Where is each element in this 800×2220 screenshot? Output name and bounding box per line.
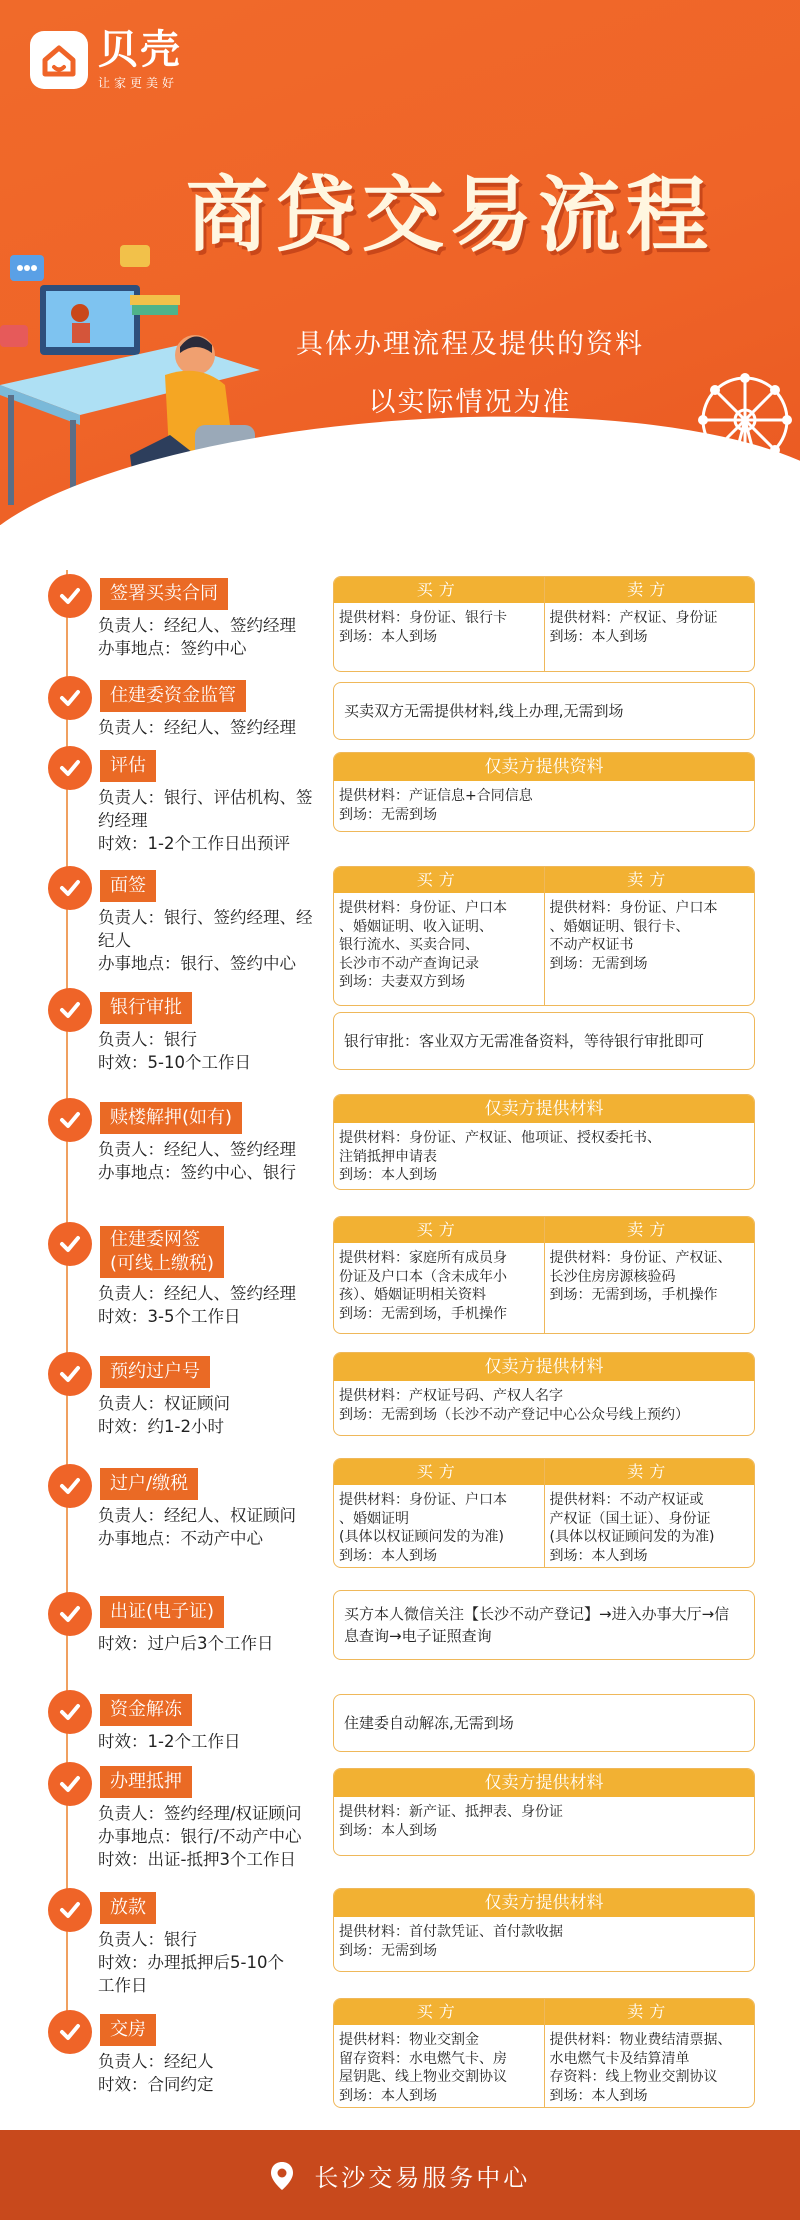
materials-box: [333, 1216, 755, 1334]
buyer-column: 买方 提供材料：家庭所有成员身 份证及户口本（含未成年小 孩）、婚姻证明相关资料 到场：无需到场，手机操作: [334, 1217, 544, 1333]
check-icon: [48, 2010, 92, 2054]
step-title: 住建委网签 (可线上缴税): [100, 1226, 224, 1278]
check-icon: [48, 1222, 92, 1266]
step-info: 负责人：签约经理/权证顾问 办事地点：银行/不动产中心 时效：出证-抵押3个工作日: [98, 1804, 302, 1869]
check-icon: [48, 676, 92, 720]
brand-logo[interactable]: [30, 28, 182, 91]
buyer-column: 买方 提供材料：身份证、户口本 、婚姻证明 (具体以权证顾问发的为准) 到场：本人到场: [334, 1459, 544, 1567]
step-title: 交房: [100, 2014, 156, 2046]
step-info: 时效：1-2个工作日: [98, 1732, 241, 1751]
materials-box: 仅卖方提供材料 提供材料：产权证号码、产权人名字 到场：无需到场（长沙不动产登记中心公众号线上预约）: [333, 1352, 755, 1436]
step-title: 银行审批: [100, 992, 192, 1024]
check-icon: [48, 1464, 92, 1508]
step-info: 负责人：经纪人 时效：合同约定: [98, 2052, 214, 2094]
step-title: 面签: [100, 870, 156, 902]
brand-slogan: 让家更美好: [98, 76, 179, 90]
timeline-line: [66, 570, 68, 2050]
check-icon: [48, 746, 92, 790]
check-icon: [48, 1762, 92, 1806]
step-info: 负责人：经纪人、权证顾问 办事地点：不动产中心: [98, 1506, 296, 1548]
step-title: 预约过户号: [100, 1356, 210, 1388]
step-title: 赎楼解押(如有): [100, 1102, 242, 1134]
seller-column: 卖方 提供材料：身份证、产权证、 长沙住房房源核验码 到场：无需到场，手机操作: [544, 1217, 755, 1333]
buyer-column: 买方 提供材料：身份证、银行卡 到场：本人到场: [334, 577, 544, 671]
footer-bar: [0, 2130, 800, 2220]
step-title: 评估: [100, 750, 156, 782]
step-info: 负责人：经纪人、签约经理: [98, 718, 296, 737]
note-box: 银行审批：客业双方无需准备资料，等待银行审批即可: [333, 1012, 755, 1070]
footer-text: 长沙交易服务中心: [314, 2164, 531, 2192]
note-box: 买方本人微信关注【长沙不动产登记】→进入办事大厅→信息查询→电子证照查询: [333, 1590, 755, 1660]
header-banner: [0, 0, 800, 525]
materials-box: [333, 576, 755, 672]
seller-column: 卖方 提供材料：身份证、户口本 、婚姻证明、银行卡、 不动产权证书 到场：无需到场: [544, 867, 755, 1005]
step-info: 负责人：银行、评估机构、签约经理 时效：1-2个工作日出预评: [98, 788, 313, 853]
step-info: 负责人：经纪人、签约经理 办事地点：签约中心、银行: [98, 1140, 296, 1182]
check-icon: [48, 1888, 92, 1932]
step-title: 签署买卖合同: [100, 578, 228, 610]
check-icon: [48, 1592, 92, 1636]
house-logo-icon: [30, 31, 88, 89]
subtitle-line-2: 以实际情况为准: [368, 387, 572, 418]
step-info: 负责人：经纪人、签约经理 时效：3-5个工作日: [98, 1284, 296, 1326]
buyer-column: 买方 提供材料：物业交割金 留存资料：水电燃气卡、房 屋钥匙、线上物业交割协议 到场：本人到场: [334, 1999, 544, 2107]
location-pin-icon: [270, 2161, 294, 2197]
materials-box: 仅卖方提供材料 提供材料：新产证、抵押表、身份证 到场：本人到场: [333, 1768, 755, 1856]
check-icon: [48, 574, 92, 618]
materials-box: 仅卖方提供材料 提供材料：首付款凭证、首付款收据 到场：无需到场: [333, 1888, 755, 1972]
step-info: 时效：过户后3个工作日: [98, 1634, 274, 1653]
step-info: 负责人：银行 时效：办理抵押后5-10个 工作日: [98, 1930, 284, 1995]
check-icon: [48, 866, 92, 910]
seller-column: 卖方 提供材料：物业费结清票据、 水电燃气卡及结算清单 存资料：线上物业交割协议 到场：本人到场: [544, 1999, 755, 2107]
step-title: 住建委资金监管: [100, 680, 246, 712]
materials-box: 仅卖方提供资料 提供材料：产证信息+合同信息 到场：无需到场: [333, 752, 755, 832]
step-info: 负责人：银行 时效：5-10个工作日: [98, 1030, 251, 1072]
materials-box: [333, 866, 755, 1006]
step-info: 负责人：银行、签约经理、经纪人 办事地点：银行、签约中心: [98, 908, 313, 973]
check-icon: [48, 988, 92, 1032]
brand-name: 贝壳: [98, 27, 182, 73]
step-title: 出证(电子证): [100, 1596, 224, 1628]
buyer-column: 买方 提供材料：身份证、户口本 、婚姻证明、收入证明、 银行流水、买卖合同、 长沙市不动产查询记录 到场：夫妻双方到场: [334, 867, 544, 1005]
step-title: 过户/缴税: [100, 1468, 198, 1500]
page-title: 商贷交易流程: [185, 167, 714, 263]
step-title: 放款: [100, 1892, 156, 1924]
step-title: 办理抵押: [100, 1766, 192, 1798]
note-box: 买卖双方无需提供材料,线上办理,无需到场: [333, 682, 755, 740]
step-info: 负责人：权证顾问 时效：约1-2小时: [98, 1394, 230, 1436]
step-title: 资金解冻: [100, 1694, 192, 1726]
materials-box: [333, 1998, 755, 2108]
subtitle-line-1: 具体办理流程及提供的资料: [296, 329, 644, 360]
materials-box: 仅卖方提供材料 提供材料：身份证、产权证、他项证、授权委托书、 注销抵押申请表 到场：本人到场: [333, 1094, 755, 1190]
seller-column: 卖方 提供材料：产权证、身份证 到场：本人到场: [544, 577, 755, 671]
materials-box: [333, 1458, 755, 1568]
step-info: 负责人：经纪人、签约经理 办事地点：签约中心: [98, 616, 296, 658]
process-timeline: [0, 540, 800, 2120]
check-icon: [48, 1098, 92, 1142]
check-icon: [48, 1690, 92, 1734]
seller-column: 卖方 提供材料：不动产权证或 产权证（国土证）、身份证 (具体以权证顾问发的为准) 到场：本人到场: [544, 1459, 755, 1567]
check-icon: [48, 1352, 92, 1396]
note-box: 住建委自动解冻,无需到场: [333, 1694, 755, 1752]
